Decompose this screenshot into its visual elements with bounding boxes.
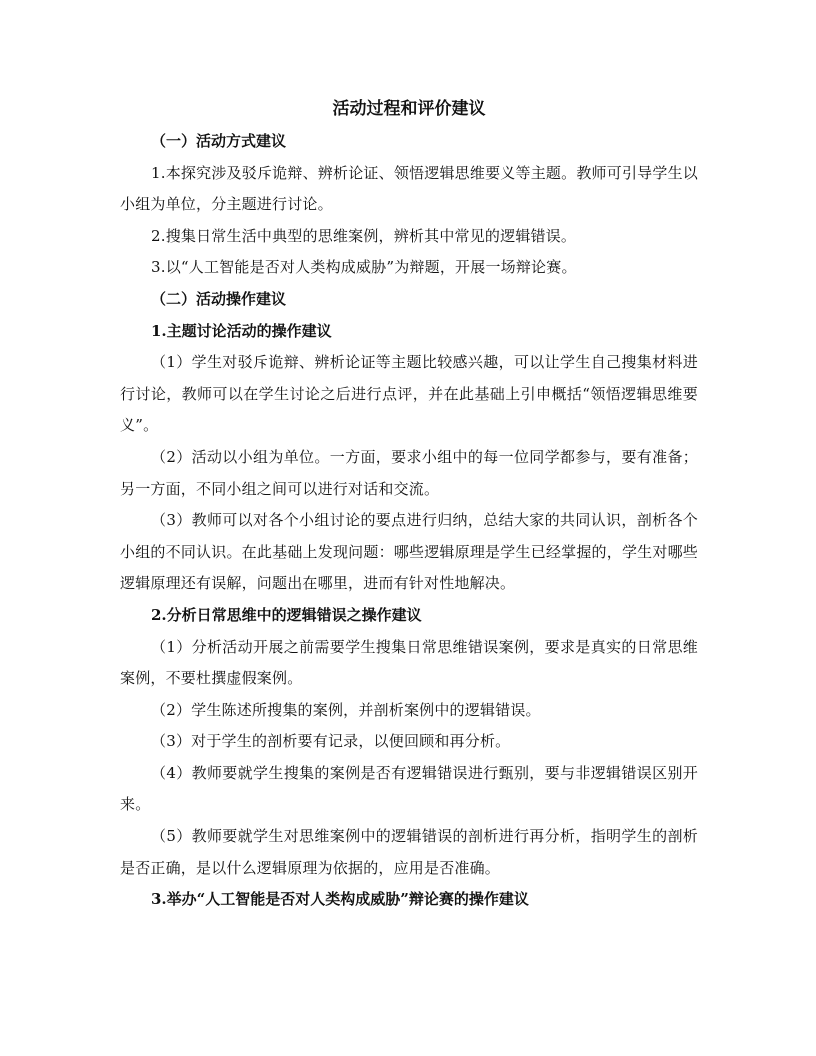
paragraph: （3）教师可以对各个小组讨论的要点进行归纳，总结大家的共同认识，剖析各个小组的不同认识。在此基础上发现问题：哪些逻辑原理是学生已经掌握的，学生对哪些逻辑原理还有误解，问题出在哪里，进而有针对性地解决。 [120, 511, 698, 593]
section-heading-activity-mode: （一）活动方式建议 [151, 132, 287, 150]
paragraph: （2）活动以小组为单位。一方面，要求小组中的每一位同学都参与，要有准备；另一方面，不同小组之间可以进行对话和交流。 [120, 447, 698, 498]
paragraph: （2）学生陈述所搜集的案例，并剖析案例中的逻辑错误。 [151, 700, 541, 719]
subsection-heading-topic-discussion: 1.主题讨论活动的操作建议 [151, 321, 332, 340]
subsection-heading-debate: 3.举办“人工智能是否对人类构成威胁”辩论赛的操作建议 [151, 890, 529, 909]
paragraph: 3.以“人工智能是否对人类构成威胁”为辩题，开展一场辩论赛。 [151, 258, 577, 277]
section-heading-activity-operation: （二）活动操作建议 [151, 289, 287, 308]
document-title: 活动过程和评价建议 [332, 99, 486, 119]
paragraph: （1）学生对驳斥诡辩、辨析论证等主题比较感兴趣，可以让学生自己搜集材料进行讨论，教师可以在学生讨论之后进行点评，并在此基础上引申概括“领悟逻辑思维要义”。 [120, 353, 698, 435]
paragraph: （4）教师要就学生搜集的案例是否有逻辑错误进行甄别，要与非逻辑错误区别开来。 [120, 763, 698, 814]
paragraph: （3）对于学生的剖析要有记录，以便回顾和再分析。 [151, 732, 511, 751]
paragraph: （5）教师要就学生对思维案例中的逻辑错误的剖析进行再分析，指明学生的剖析是否正确，是以什么逻辑原理为依据的，应用是否准确。 [120, 827, 698, 877]
paragraph: （1）分析活动开展之前需要学生搜集日常思维错误案例，要求是真实的日常思维案例，不要杜撰虚假案例。 [120, 637, 698, 688]
paragraph: 1.本探究涉及驳斥诡辩、辨析论证、领悟逻辑思维要义等主题。教师可引导学生以小组为单位，分主题进行讨论。 [120, 163, 698, 214]
document-page [120, 95, 698, 916]
paragraph: 2.搜集日常生活中典型的思维案例，辨析其中常见的逻辑错误。 [151, 226, 577, 245]
subsection-heading-logic-errors: 2.分析日常思维中的逻辑错误之操作建议 [151, 605, 422, 624]
